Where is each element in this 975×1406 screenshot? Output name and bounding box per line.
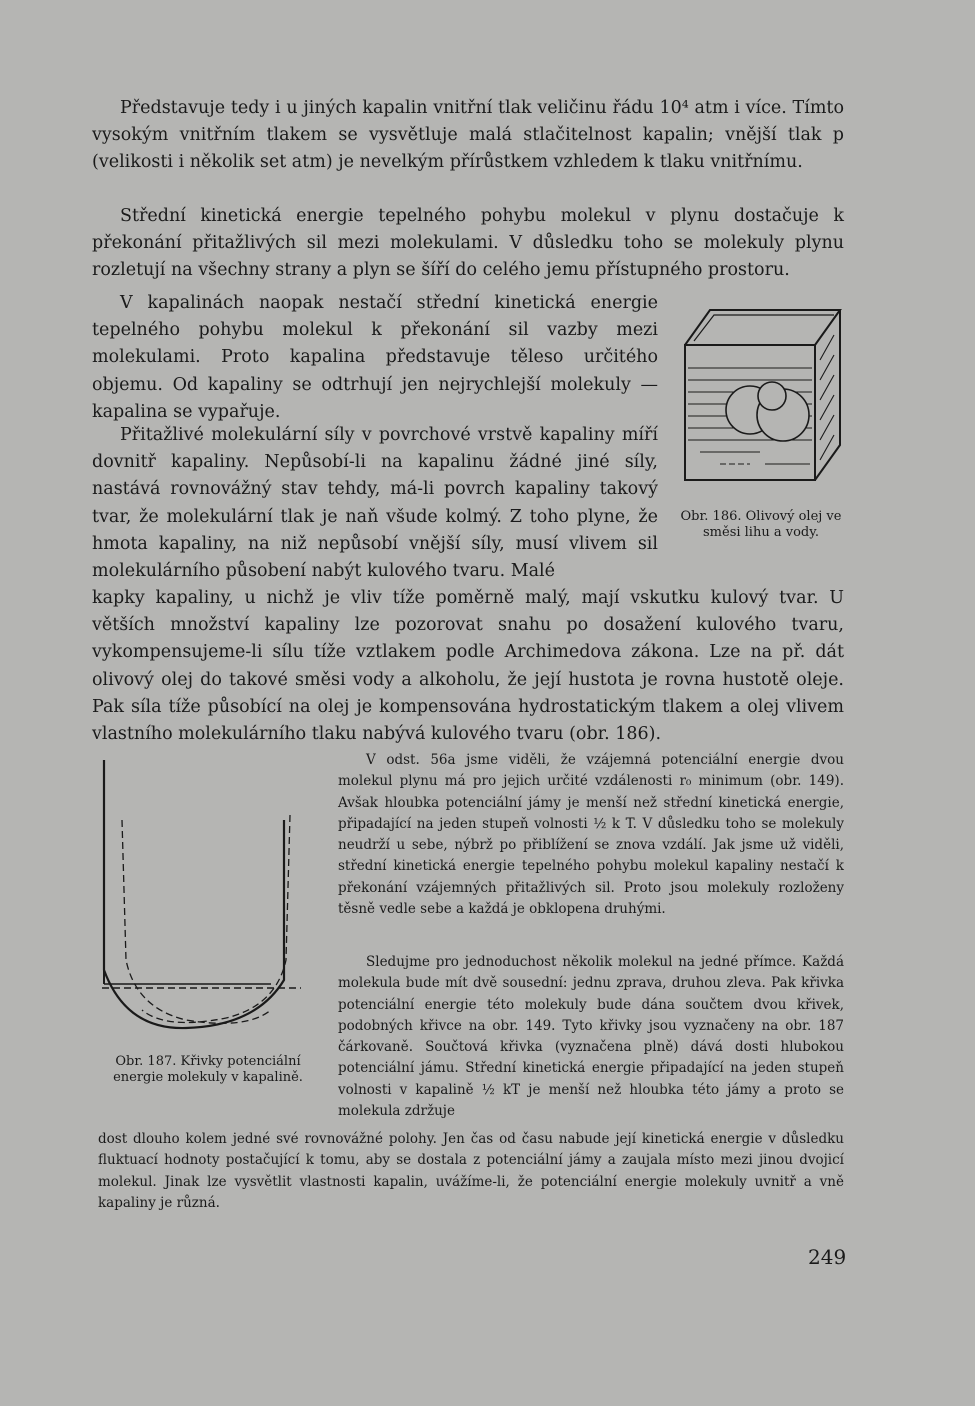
- figure-187-potential-curves: [96, 760, 306, 1060]
- paragraph-surface-forces: Přitažlivé molekulární síly v povrchové vrstvě kapaliny míří dovnitř kapaliny. Nepůsobí-li na kapalinu žádné jiné síly, nastává rovnovážný stav tehdy, má-li povrch kapaliny takový tvar, že molekulární tlak je naň všude kolmý. Z toho plyne, že hmota kapaliny, na niž nepůsobí vnější síly, musí vlivem sil molekulárního působení nabýt kulového tvaru. Malé: [92, 425, 658, 582]
- figure-186-caption: Obr. 186. Olivový olej ve směsi lihu a vody.: [680, 509, 842, 540]
- paragraph-internal-pressure: Představuje tedy i u jiných kapalin vnitřní tlak veličinu řádu 10⁴ atm i více. Tímto vysokým vnitřním tlakem se vysvětluje malá stlačitelnost kapalin; vnější tlak p (velikosti i několik set atm) je nevelkým přírůstkem vzhledem k tlaku vnitřnímu.: [92, 98, 844, 173]
- figure-187-caption: Obr. 187. Křivky potenciální energie molekuly v kapalině.: [113, 1054, 303, 1085]
- small-paragraph-molecules-line: Sledujme pro jednoduchost několik molekul na jedné přímce. Každá molekula bude mít dvě sousední: jednu zprava, druhou zleva. Pak křivka potenciální energie této molekuly bude dána součtem dvou křivek, podobných křivce na obr. 149. Tyto křivky jsou vyznačeny na obr. 187 čárkovaně. Součtová křivka (vyznačena plně) dává dosti hlubokou potenciální jámu. Střední kinetická energie připadající na jeden stupeň volnosti v kapalině ½ kT je menší než hloubka této jámy a proto se molekula zdržuje: [338, 954, 844, 1120]
- paragraph-gas-kinetic-energy: Střední kinetická energie tepelného pohybu molekul v plynu dostačuje k překonání přitažlivých sil mezi molekulami. V důsledku toho se molekuly plynu rozletují na všechny strany a plyn se šíří do celého jemu přístupného prostoru.: [92, 206, 844, 281]
- paragraph-spherical-drops: kapky kapaliny, u nichž je vliv tíže poměrně malý, mají vskutku kulový tvar. U větších množství kapaliny lze pozorovat snahu po dosažení kulového tvaru, vykompensujeme-li sílu tíže vztlakem podle Archimedova zákona. Lze na př. dát olivový olej do takové směsi vody a alkoholu, že její hustota je rovna hustotě oleje. Pak síla tíže působící na olej je kompensována hydrostatickým tlakem a olej vlivem vlastního molekulárního tlaku nabývá kulového tvaru (obr. 186).: [92, 588, 844, 745]
- paragraph-liquid-volume: V kapalinách naopak nestačí střední kinetická energie tepelného pohybu molekul k překonání sil vazby mezi molekulami. Proto kapalina představuje těleso určitého objemu. Od kapaliny se odtrhují jen nejrychlejší molekuly — kapalina se vypařuje.: [92, 293, 658, 422]
- small-paragraph-fluctuations: dost dlouho kolem jedné své rovnovážné polohy. Jen čas od času nabude její kinetická energie v důsledku fluktuací hodnoty postačující k tomu, aby se dostala z potenciální jámy a zaujala místo mezi jinou dvojicí molekul. Jinak lze vysvětlit vlastnosti kapalin, uvážíme-li, že potenciální energie molekuly uvnitř a vně kapaliny je různá.: [98, 1131, 844, 1211]
- page-number: 249: [808, 1245, 847, 1269]
- figure-186-oil-vessel: [680, 300, 845, 485]
- small-paragraph-potential-well: V odst. 56a jsme viděli, že vzájemná potenciální energie dvou molekul plynu má pro jejich určité vzdálenosti r₀ minimum (obr. 149). Avšak hloubka potenciální jámy je menší než střední kinetická energie, připadající na jeden stupeň volnosti ½ k T. V důsledku toho se molekuly neudrží u sebe, nýbrž po přiblížení se znova vzdálí. Jak jsme už viděli, střední kinetická energie tepelného pohybu molekul kapaliny nestačí k překonání vzájemných přitažlivých sil. Proto jsou molekuly rozloženy těsně vedle sebe a každá je obklopena druhými.: [338, 752, 844, 918]
